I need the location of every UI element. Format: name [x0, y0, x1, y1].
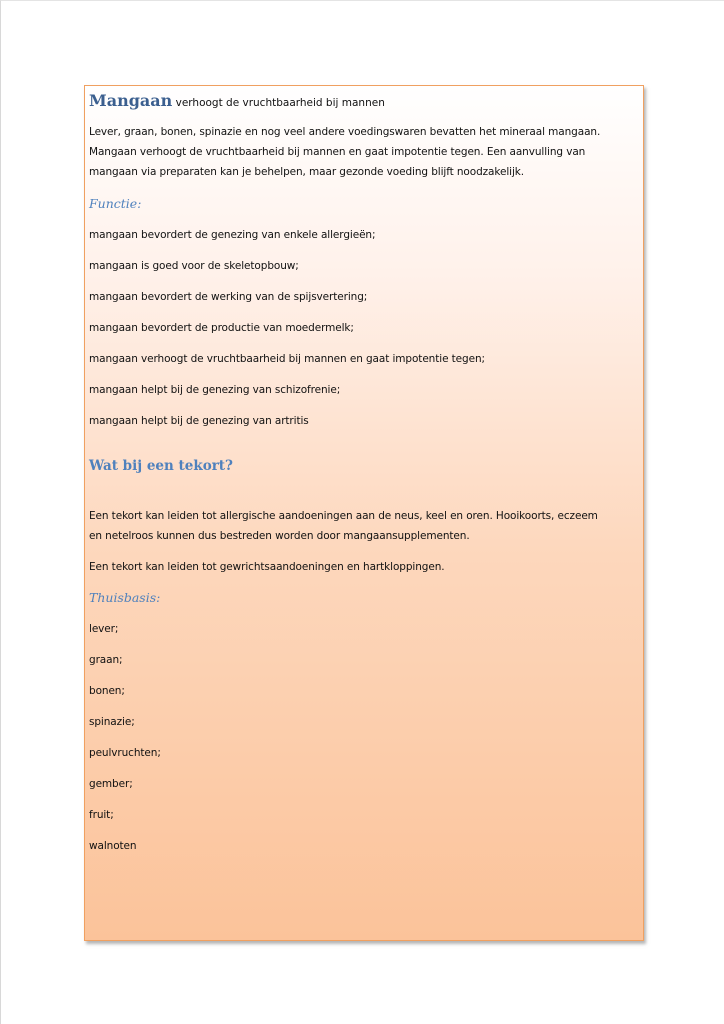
list-item: mangaan bevordert de genezing van enkele allergieën; — [89, 229, 376, 241]
tekort-paragraph-2: Een tekort kan leiden tot gewrichtsaandoeningen en hartkloppingen. — [89, 561, 445, 573]
list-item: peulvruchten; — [89, 747, 161, 759]
list-item: mangaan bevordert de productie van moedermelk; — [89, 322, 354, 334]
intro-line: Mangaan verhoogt de vruchtbaarheid bij mannen en gaat impotentie tegen. Een aanvulling van — [89, 146, 586, 158]
list-item: mangaan bevordert de werking van de spijsvertering; — [89, 291, 368, 303]
title-subtitle: verhoogt de vruchtbaarheid bij mannen — [172, 97, 385, 109]
list-item: mangaan helpt bij de genezing van artritis — [89, 415, 309, 427]
list-item: spinazie; — [89, 716, 135, 728]
document-title — [89, 91, 639, 113]
list-item: gember; — [89, 778, 133, 790]
thuisbasis-list — [89, 608, 639, 856]
tekort-line: en netelroos kunnen dus bestreden worden door mangaansupplementen. — [89, 530, 470, 542]
tekort-paragraph-1 — [89, 506, 639, 546]
title-main: Mangaan — [89, 91, 173, 110]
intro-line: mangaan via preparaten kan je behelpen, maar gezonde voeding blijft noodzakelijk. — [89, 166, 525, 178]
list-item: mangaan is goed voor de skeletopbouw; — [89, 260, 299, 272]
intro-paragraph — [89, 122, 639, 182]
thuisbasis-heading: Thuisbasis: — [89, 590, 161, 605]
tekort-heading: Wat bij een tekort? — [89, 458, 233, 474]
intro-line: Lever, graan, bonen, spinazie en nog veel andere voedingswaren bevatten het mineraal mangaan. — [89, 126, 601, 138]
text-box — [84, 85, 644, 941]
list-item: lever; — [89, 623, 119, 635]
list-item: mangaan verhoogt de vruchtbaarheid bij mannen en gaat impotentie tegen; — [89, 353, 485, 365]
list-item: bonen; — [89, 685, 125, 697]
functie-heading: Functie: — [89, 196, 142, 211]
list-item: walnoten — [89, 840, 137, 852]
functie-list — [89, 214, 639, 431]
list-item: mangaan helpt bij de genezing van schizofrenie; — [89, 384, 341, 396]
tekort-line: Een tekort kan leiden tot allergische aandoeningen aan de neus, keel en oren. Hooikoorts, eczeem — [89, 510, 598, 522]
list-item: graan; — [89, 654, 123, 666]
list-item: fruit; — [89, 809, 114, 821]
